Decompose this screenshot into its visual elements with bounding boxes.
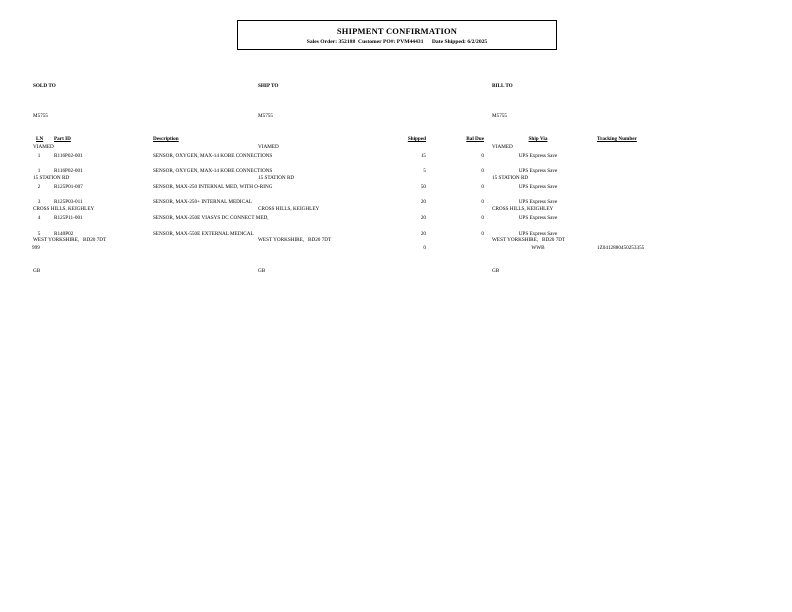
- sold-to-line: CROSS HILLS, KEIGHLEY: [33, 206, 95, 213]
- bill-to-line: CROSS HILLS, KEIGHLEY: [492, 206, 554, 213]
- bal-due-qty: 0: [481, 184, 484, 190]
- title-box: [237, 20, 557, 50]
- sold-to-line: VIAMED: [33, 144, 54, 151]
- sold-to-label: SOLD TO: [33, 82, 56, 89]
- shipped-qty: 20: [420, 215, 426, 221]
- sold-to-block: [33, 60, 106, 297]
- bill-to-line: GB: [492, 267, 500, 274]
- bal-due-qty: 0: [481, 199, 484, 205]
- bill-to-block: [492, 60, 565, 297]
- bal-due-qty: 0: [481, 168, 484, 174]
- shipped-qty: 20: [420, 199, 426, 205]
- column-header-bal-due: Bal Due: [466, 136, 484, 142]
- ship-to-line: GB: [258, 267, 266, 274]
- ship-via: UPS Express Save: [518, 153, 558, 159]
- ship-to-line: CROSS HILLS, KEIGHLEY: [258, 206, 320, 213]
- document-title: SHIPMENT CONFIRMATION: [336, 26, 458, 36]
- ship-to-block: [258, 60, 331, 297]
- description: SENSOR, OXYGEN, MAX-14 KOBE CONNECTIONS: [153, 153, 273, 159]
- bal-due-qty: 0: [481, 215, 484, 221]
- column-header-part-id: Part ID: [54, 136, 71, 142]
- description: SENSOR, MAX-250 INTERNAL MED, WITH O-RING: [153, 184, 273, 190]
- part-id: R116P02-001: [54, 153, 83, 159]
- bill-to-line: VIAMED: [492, 144, 513, 151]
- shipped-qty: 20: [420, 231, 426, 237]
- sold-to-line: 15 STATION RD: [33, 175, 70, 182]
- part-id: R125P01-007: [54, 184, 83, 190]
- column-header-description: Description: [153, 136, 179, 142]
- line-number: 2: [37, 184, 41, 190]
- bill-to-line: WEST YORKSHIRE, BD20 7DT: [492, 237, 566, 244]
- sold-to-line: M5755: [33, 113, 48, 120]
- column-header-tracking: Tracking Number: [597, 136, 637, 142]
- bal-due-qty: 0: [481, 153, 484, 159]
- column-header-shipped: Shipped: [407, 136, 426, 142]
- ship-via: UPS Express Save: [518, 199, 558, 205]
- sold-to-line: WEST YORKSHIRE, BD20 7DT: [33, 237, 107, 244]
- ship-via: UPS Express Save: [518, 168, 558, 174]
- ship-to-line: WEST YORKSHIRE, BD20 7DT: [258, 237, 332, 244]
- shipped-qty: 5: [423, 168, 426, 174]
- column-header-ship-via: Ship Via: [528, 136, 548, 142]
- line-number: 3: [37, 199, 41, 205]
- description: SENSOR, MAX-550E EXTERNAL MEDICAL: [153, 231, 254, 237]
- bill-to-label: BILL TO: [492, 82, 513, 89]
- line-number: 4: [37, 215, 41, 221]
- description: SENSOR, MAX-250E VIASYS DC CONNECT MED,: [153, 215, 269, 221]
- ship-via: UPS Express Save: [518, 215, 558, 221]
- footer-tracking-number: 1Z0412880450253355: [597, 245, 645, 251]
- ship-to-label: SHIP TO: [258, 82, 279, 89]
- bal-due-qty: 0: [481, 231, 484, 237]
- line-number: 1: [37, 168, 41, 174]
- ship-via: UPS Express Save: [518, 184, 558, 190]
- sold-to-line: GB: [33, 267, 41, 274]
- footer-code: 999: [32, 245, 40, 251]
- shipped-qty: 50: [420, 184, 426, 190]
- part-id: R125P03-011: [54, 199, 83, 205]
- line-number: 1: [37, 153, 41, 159]
- description: SENSOR, OXYGEN, MAX-14 KOBE CONNECTIONS: [153, 168, 273, 174]
- ship-to-line: 15 STATION RD: [258, 175, 295, 182]
- ship-via: UPS Express Save: [518, 231, 558, 237]
- description: SENSOR, MAX-250+ INTERNAL MEDICAL: [153, 199, 252, 205]
- part-id: R125P11-001: [54, 215, 83, 221]
- column-header-ln: LN: [36, 136, 44, 142]
- order-summary-line: Sales Order: 352188 Customer PO#: PVM44431 Date Shipped: 6/2/2025: [306, 39, 488, 45]
- ship-to-line: M5755: [258, 113, 273, 120]
- bill-to-line: 15 STATION RD: [492, 175, 529, 182]
- shipped-qty: 15: [420, 153, 426, 159]
- part-id: R140P02: [54, 231, 74, 237]
- ship-to-line: VIAMED: [258, 144, 279, 151]
- footer-shipped: 0: [423, 245, 426, 251]
- part-id: R116P02-001: [54, 168, 83, 174]
- footer-ship-via: WWB: [531, 245, 545, 251]
- line-number: 5: [37, 231, 41, 237]
- bill-to-line: M5755: [492, 113, 507, 120]
